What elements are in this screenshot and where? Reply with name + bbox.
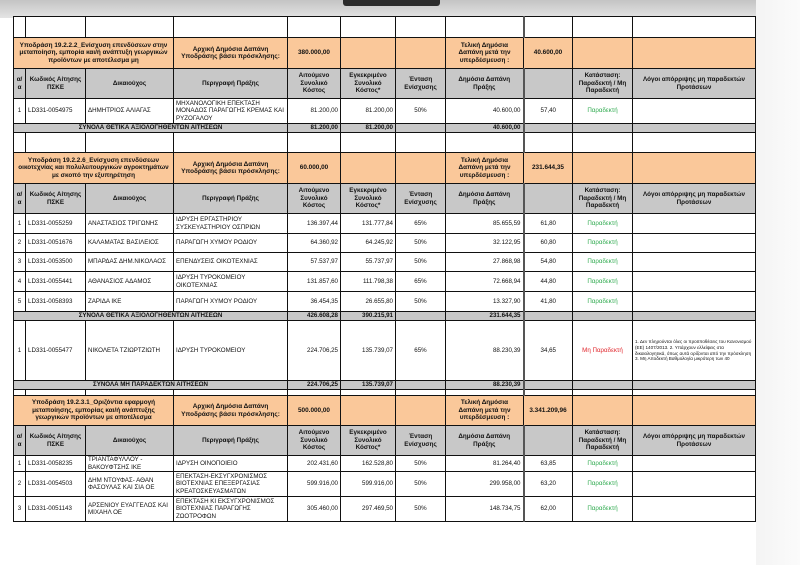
action-description: ΕΠΕΚΤΑΣΗ ΚΙ ΕΚΣΥΓΧΡΟΝΙΣΜΟΣ ΒΙΟΤΕΧΝΙΑΣ ΠΑΡΑΓΩΓΗΣ ΖΩΟΤΡΟΦΩΝ: [174, 497, 288, 522]
column-header-reasons: Λόγοι απόρριψης μη παραδεκτών Προτάσεων: [633, 69, 756, 99]
totals-label: ΣΥΝΟΛΑ ΘΕΤΙΚΑ ΑΞΙΟΛΟΓΗΘΕΝΤΩΝ ΑΙΤΗΣΕΩΝ: [14, 312, 288, 321]
status-badge: Παραδεκτή: [573, 292, 633, 312]
application-code: LD331-0051676: [26, 234, 86, 253]
application-row: [14, 214, 756, 234]
row-number: 5: [14, 292, 26, 312]
column-header-requested: Αιτούμενο Συνολικό Κόστος: [288, 426, 341, 456]
column-header-description: Περιγραφή Πράξης: [174, 184, 288, 214]
requested-cost: 64.360,92: [288, 234, 341, 253]
final-budget-amount: 40.600,00: [524, 38, 573, 69]
row-number: 2: [14, 472, 26, 497]
initial-budget-label: Αρχική Δημόσια Δαπάνη Υποδράσης βάσει πρόσκλησης:: [174, 153, 288, 184]
application-row: [14, 497, 756, 522]
row-number: 3: [14, 497, 26, 522]
column-header-aa: α/α: [14, 184, 26, 214]
subaction-header-row: [14, 396, 756, 426]
column-header-row: [14, 184, 756, 214]
column-header-intensity: Ένταση Ενίσχυσης: [396, 426, 446, 456]
empty-cell: [86, 17, 174, 38]
approved-cost: 599.916,00: [341, 472, 396, 497]
beneficiary: ΑΘΑΝΑΣΙΟΣ ΑΔΑΜΟΣ: [86, 272, 174, 292]
approved-cost: 162.528,80: [341, 456, 396, 472]
initial-budget-label: Αρχική Δημόσια Δαπάνη Υποδράσης βάσει πρόσκλησης:: [174, 396, 288, 426]
aid-intensity: 50%: [396, 456, 446, 472]
empty-cell: [341, 17, 396, 38]
final-budget-amount: 3.341.209,96: [524, 396, 573, 426]
empty-cell: [573, 17, 633, 38]
total-requested: 426.608,28: [288, 312, 341, 321]
empty-cell: [341, 133, 396, 153]
column-header-description: Περιγραφή Πράξης: [174, 426, 288, 456]
empty-cell: [573, 312, 633, 321]
score: 41,80: [524, 292, 573, 312]
empty-cell: [14, 17, 26, 38]
application-code: LD331-0055477: [26, 321, 86, 381]
beneficiary: ΔΗΜΗΤΡΙΟΣ ΑΛΙΑΓΑΣ: [86, 99, 174, 124]
row-number: 4: [14, 272, 26, 292]
totals-label: ΣΥΝΟΛΑ ΜΗ ΠΑΡΑΔΕΚΤΩΝ ΑΙΤΗΣΕΩΝ: [14, 381, 288, 390]
rejection-reasons: 1. Δεν πληρούνται όλες οι προϋποθέσεις του Κανονισμού (ΕΕ) 1407/2013. 2. Υπάρχουν ελλείψεις στα δικαιολογητικά, όπως αυτά ορίζονται από την πρόσκληση 3. Μη Αποδεκτή Βαθμολογία μικρότερη των 40: [633, 321, 756, 381]
empty-cell: [524, 133, 573, 153]
approved-cost: 81.200,00: [341, 99, 396, 124]
approved-cost: 135.739,07: [341, 321, 396, 381]
beneficiary: ΝΙΚΟΛΕΤΑ ΤΖΙΩΡΤΖΙΩΤΗ: [86, 321, 174, 381]
public-expenditure: 13.327,90: [446, 292, 524, 312]
initial-budget-amount: 500.000,00: [288, 396, 341, 426]
status-badge: Μη Παραδεκτή: [573, 321, 633, 381]
column-header-beneficiary: Δικαιούχος: [86, 426, 174, 456]
column-header-beneficiary: Δικαιούχος: [86, 69, 174, 99]
beneficiary: ΖΑΡΙΔΑ ΙΚΕ: [86, 292, 174, 312]
beneficiary: ΚΑΛΑΜΑΤΑΣ ΒΑΣΙΛΕΙΟΣ: [86, 234, 174, 253]
empty-cell: [288, 133, 341, 153]
column-header-score: [524, 426, 573, 456]
subaction-title: Υποδράση 19.2.2.2_Ενίσχυση επενδύσεων στην μεταποίηση, εμπορία και/ή ανάπτυξη γεωργικών προϊόντων με αποτέλεσμα μη: [14, 38, 174, 69]
aid-intensity: 65%: [396, 272, 446, 292]
initial-budget-amount: 60.000,00: [288, 153, 341, 184]
column-header-requested: Αιτούμενο Συνολικό Κόστος: [288, 184, 341, 214]
empty-cell: [446, 17, 524, 38]
application-code: LD331-0054503: [26, 472, 86, 497]
application-code: LD331-0055259: [26, 214, 86, 234]
public-expenditure: 81.264,40: [446, 456, 524, 472]
empty-cell: [341, 396, 396, 426]
empty-cell: [633, 153, 756, 184]
final-budget-label: Τελική Δημόσια Δαπάνη μετά την υπερδέσμευση :: [446, 153, 524, 184]
subaction-header-row: [14, 38, 756, 69]
public-expenditure: 85.655,59: [446, 214, 524, 234]
initial-budget-amount: 380.000,00: [288, 38, 341, 69]
empty-cell: [26, 133, 86, 153]
score: 34,65: [524, 321, 573, 381]
empty-cell: [174, 133, 288, 153]
application-code: LD331-0053500: [26, 253, 86, 272]
application-row: [14, 456, 756, 472]
rejection-reasons: [633, 253, 756, 272]
action-description: ΜΗΧΑΝΟΛΟΓΙΚΗ ΕΠΕΚΤΑΣΗ ΜΟΝΑΔΟΣ ΠΑΡΑΓΩΓΗΣ ΚΡΕΜΑΣ ΚΑΙ ΡΥΖΟΓΑΛΟΥ: [174, 99, 288, 124]
rejection-reasons: [633, 456, 756, 472]
column-header-status: Κατάσταση: Παραδεκτή / Μη Παραδεκτή: [573, 69, 633, 99]
public-expenditure: 27.868,98: [446, 253, 524, 272]
spacer-row: [14, 17, 756, 38]
public-expenditure: 32.122,95: [446, 234, 524, 253]
score: 62,00: [524, 497, 573, 522]
empty-cell: [573, 124, 633, 133]
action-description: ΠΑΡΑΓΩΓΗ ΧΥΜΟΥ ΡΟΔΙΟΥ: [174, 234, 288, 253]
beneficiary: ΑΡΣΕΝΙΟΥ ΕΥΑΓΓΕΛΟΣ ΚΑΙ ΜΙΧΑΗΛ ΟΕ: [86, 497, 174, 522]
status-badge: Παραδεκτή: [573, 234, 633, 253]
empty-cell: [174, 17, 288, 38]
row-number: 1: [14, 321, 26, 381]
total-requested: 224.706,25: [288, 381, 341, 390]
column-header-description: Περιγραφή Πράξης: [174, 69, 288, 99]
score: 44,80: [524, 272, 573, 292]
empty-cell: [633, 312, 756, 321]
beneficiary: ΑΝΑΣΤΑΣΙΟΣ ΤΡΙΓΩΝΗΣ: [86, 214, 174, 234]
public-expenditure: 88.230,39: [446, 321, 524, 381]
score: 54,80: [524, 253, 573, 272]
totals-label: ΣΥΝΟΛΑ ΘΕΤΙΚΑ ΑΞΙΟΛΟΓΗΘΕΝΤΩΝ ΑΙΤΗΣΕΩΝ: [14, 124, 288, 133]
total-approved: 390.215,91: [341, 312, 396, 321]
public-expenditure: 148.734,75: [446, 497, 524, 522]
action-description: ΙΔΡΥΣΗ ΤΥΡΟΚΟΜΕΙΟΥ: [174, 321, 288, 381]
rejection-reasons: [633, 234, 756, 253]
beneficiary: ΜΠΑΡΔΑΣ ΔΗΜ.ΝΙΚΟΛΑΟΣ: [86, 253, 174, 272]
empty-cell: [524, 124, 573, 133]
action-description: ΕΠΕΝΔΥΣΕΙΣ ΟΙΚΟΤΕΧΝΙΑΣ: [174, 253, 288, 272]
beneficiary: ΤΡΙΑΝΤΑΦΥΛΛΟΥ - ΒΑΚΟΥΦΤΣΗΣ ΙΚΕ: [86, 456, 174, 472]
empty-cell: [633, 38, 756, 69]
total-approved: 135.739,07: [341, 381, 396, 390]
column-header-code: Κωδικός Αίτησης ΠΣΚΕ: [26, 69, 86, 99]
empty-cell: [396, 124, 446, 133]
requested-cost: 599.916,00: [288, 472, 341, 497]
column-header-reasons: Λόγοι απόρριψης μη παραδεκτών Προτάσεων: [633, 426, 756, 456]
empty-cell: [446, 133, 524, 153]
aid-intensity: 50%: [396, 292, 446, 312]
empty-cell: [633, 133, 756, 153]
row-number: 1: [14, 214, 26, 234]
total-public: 40.600,00: [446, 124, 524, 133]
row-number: 3: [14, 253, 26, 272]
aid-intensity: 65%: [396, 321, 446, 381]
status-badge: Παραδεκτή: [573, 472, 633, 497]
column-header-aa: α/α: [14, 426, 26, 456]
subaction-header-row: [14, 153, 756, 184]
score: 63,20: [524, 472, 573, 497]
total-public: 231.644,35: [446, 312, 524, 321]
requested-cost: 136.397,44: [288, 214, 341, 234]
application-code: LD331-0051143: [26, 497, 86, 522]
column-header-reasons: Λόγοι απόρριψης μη παραδεκτών Προτάσεων: [633, 184, 756, 214]
beneficiary: ΔΗΜ ΝΤΟΥΦΑΣ- ΑΘΑΝ ΦΑΣΟΥΛΑΣ ΚΑΙ ΣΙΑ ΟΕ: [86, 472, 174, 497]
application-row: [14, 234, 756, 253]
status-badge: Παραδεκτή: [573, 253, 633, 272]
row-number: 1: [14, 456, 26, 472]
application-code: LD331-0058393: [26, 292, 86, 312]
column-header-intensity: Ένταση Ενίσχυσης: [396, 69, 446, 99]
application-row: [14, 99, 756, 124]
requested-cost: 202.431,60: [288, 456, 341, 472]
empty-cell: [633, 381, 756, 390]
final-budget-label: Τελική Δημόσια Δαπάνη μετά την υπερδέσμευση :: [446, 38, 524, 69]
public-expenditure: 299.958,00: [446, 472, 524, 497]
empty-cell: [396, 17, 446, 38]
empty-cell: [633, 124, 756, 133]
application-code: LD331-0055441: [26, 272, 86, 292]
totals-row: [14, 312, 756, 321]
empty-cell: [14, 133, 26, 153]
total-requested: 81.200,00: [288, 124, 341, 133]
spacer-row: [14, 133, 756, 153]
approved-cost: 64.245,92: [341, 234, 396, 253]
column-header-score: [524, 184, 573, 214]
application-row: [14, 472, 756, 497]
aid-intensity: 50%: [396, 234, 446, 253]
rejection-reasons: [633, 497, 756, 522]
column-header-public: Δημόσια Δαπάνη Πράξης: [446, 426, 524, 456]
status-badge: Παραδεκτή: [573, 214, 633, 234]
empty-cell: [633, 17, 756, 38]
application-row: [14, 292, 756, 312]
approved-cost: 26.655,80: [341, 292, 396, 312]
column-header-approved: Εγκεκριμένο Συνολικό Κόστος*: [341, 426, 396, 456]
requested-cost: 81.200,00: [288, 99, 341, 124]
evaluation-table: [13, 16, 756, 522]
column-header-public: Δημόσια Δαπάνη Πράξης: [446, 69, 524, 99]
rejection-reasons: [633, 99, 756, 124]
application-code: LD331-0054975: [26, 99, 86, 124]
empty-cell: [26, 17, 86, 38]
application-row: [14, 253, 756, 272]
approved-cost: 297.469,50: [341, 497, 396, 522]
empty-cell: [524, 381, 573, 390]
aid-intensity: 50%: [396, 472, 446, 497]
rejected-application-row: [14, 321, 756, 381]
score: 61,80: [524, 214, 573, 234]
total-public: 88.230,39: [446, 381, 524, 390]
column-header-score: [524, 69, 573, 99]
row-number: 1: [14, 99, 26, 124]
aid-intensity: 65%: [396, 214, 446, 234]
totals-row: [14, 124, 756, 133]
empty-cell: [396, 396, 446, 426]
page-margin: [756, 0, 800, 565]
status-badge: Παραδεκτή: [573, 497, 633, 522]
final-budget-amount: 231.644,35: [524, 153, 573, 184]
subaction-title: Υποδράση 19.2.2.6_Ενίσχυση επενδύσεων οικοτεχνίας και πολυλειτουργικών αγροκτημάτων με σκοπό την εξυπηρέτηση: [14, 153, 174, 184]
status-badge: Παραδεκτή: [573, 99, 633, 124]
aid-intensity: 50%: [396, 497, 446, 522]
column-header-public: Δημόσια Δαπάνη Πράξης: [446, 184, 524, 214]
empty-cell: [573, 396, 633, 426]
subaction-title: Υποδράση 19.2.3.1_Οριζόντια εφαρμογή μεταποίησης, εμπορίας και/ή ανάπτυξης γεωργικών προϊόντων με αποτέλεσμα: [14, 396, 174, 426]
aid-intensity: 50%: [396, 99, 446, 124]
column-header-requested: Αιτούμενο Συνολικό Κόστος: [288, 69, 341, 99]
empty-cell: [341, 153, 396, 184]
empty-cell: [341, 38, 396, 69]
approved-cost: 111.798,38: [341, 272, 396, 292]
row-number: 2: [14, 234, 26, 253]
action-description: ΠΑΡΑΓΩΓΗ ΧΥΜΟΥ ΡΟΔΙΟΥ: [174, 292, 288, 312]
empty-cell: [524, 17, 573, 38]
application-row: [14, 272, 756, 292]
initial-budget-label: Αρχική Δημόσια Δαπάνη Υποδράσης βάσει πρόσκλησης:: [174, 38, 288, 69]
status-badge: Παραδεκτή: [573, 456, 633, 472]
score: 57,40: [524, 99, 573, 124]
rejection-reasons: [633, 272, 756, 292]
column-header-intensity: Ένταση Ενίσχυσης: [396, 184, 446, 214]
empty-cell: [396, 312, 446, 321]
empty-cell: [573, 381, 633, 390]
empty-cell: [633, 396, 756, 426]
empty-cell: [396, 153, 446, 184]
viewer-toolbar: [343, 0, 440, 6]
approved-cost: 131.777,84: [341, 214, 396, 234]
column-header-aa: α/α: [14, 69, 26, 99]
rejection-reasons: [633, 214, 756, 234]
column-header-row: [14, 69, 756, 99]
column-header-code: Κωδικός Αίτησης ΠΣΚΕ: [26, 426, 86, 456]
empty-cell: [288, 17, 341, 38]
final-budget-label: Τελική Δημόσια Δαπάνη μετά την υπερδέσμευση :: [446, 396, 524, 426]
aid-intensity: 50%: [396, 253, 446, 272]
requested-cost: 131.857,60: [288, 272, 341, 292]
empty-cell: [396, 381, 446, 390]
requested-cost: 224.706,25: [288, 321, 341, 381]
requested-cost: 57.537,97: [288, 253, 341, 272]
empty-cell: [573, 153, 633, 184]
column-header-code: Κωδικός Αίτησης ΠΣΚΕ: [26, 184, 86, 214]
rejection-reasons: [633, 292, 756, 312]
application-code: LD331-0058235: [26, 456, 86, 472]
requested-cost: 305.460,00: [288, 497, 341, 522]
action-description: ΙΔΡΥΣΗ ΕΡΓΑΣΤΗΡΙΟΥ ΣΥΣΚΕΥΑΣΤΗΡΙΟΥ ΟΣΠΡΙΩΝ: [174, 214, 288, 234]
public-expenditure: 40.600,00: [446, 99, 524, 124]
column-header-status: Κατάσταση: Παραδεκτή / Μη Παραδεκτή: [573, 426, 633, 456]
column-header-status: Κατάσταση: Παραδεκτή / Μη Παραδεκτή: [573, 184, 633, 214]
column-header-approved: Εγκεκριμένο Συνολικό Κόστος*: [341, 184, 396, 214]
action-description: ΙΔΡΥΣΗ ΟΙΝΟΠΟΙΕΙΟ: [174, 456, 288, 472]
rejection-reasons: [633, 472, 756, 497]
empty-cell: [524, 312, 573, 321]
column-header-row: [14, 426, 756, 456]
public-expenditure: 72.668,94: [446, 272, 524, 292]
totals-row: [14, 381, 756, 390]
empty-cell: [573, 38, 633, 69]
empty-cell: [396, 133, 446, 153]
total-approved: 81.200,00: [341, 124, 396, 133]
score: 60,80: [524, 234, 573, 253]
empty-cell: [396, 38, 446, 69]
empty-cell: [573, 133, 633, 153]
action-description: ΙΔΡΥΣΗ ΤΥΡΟΚΟΜΕΙΟΥ ΟΙΚΟΤΕΧΝΙΑΣ: [174, 272, 288, 292]
column-header-beneficiary: Δικαιούχος: [86, 184, 174, 214]
requested-cost: 36.454,35: [288, 292, 341, 312]
empty-cell: [86, 133, 174, 153]
action-description: ΕΠΕΚΤΑΣΗ-ΕΚΣΥΓΧΡΟΝΙΣΜΟΣ ΒΙΟΤΕΧΝΙΑΣ ΕΠΕΞΕΡΓΑΣΙΑΣ ΚΡΕΑΤΟΣΚΕΥΑΣΜΑΤΩΝ: [174, 472, 288, 497]
score: 63,85: [524, 456, 573, 472]
approved-cost: 55.737,97: [341, 253, 396, 272]
column-header-approved: Εγκεκριμένο Συνολικό Κόστος*: [341, 69, 396, 99]
status-badge: Παραδεκτή: [573, 272, 633, 292]
